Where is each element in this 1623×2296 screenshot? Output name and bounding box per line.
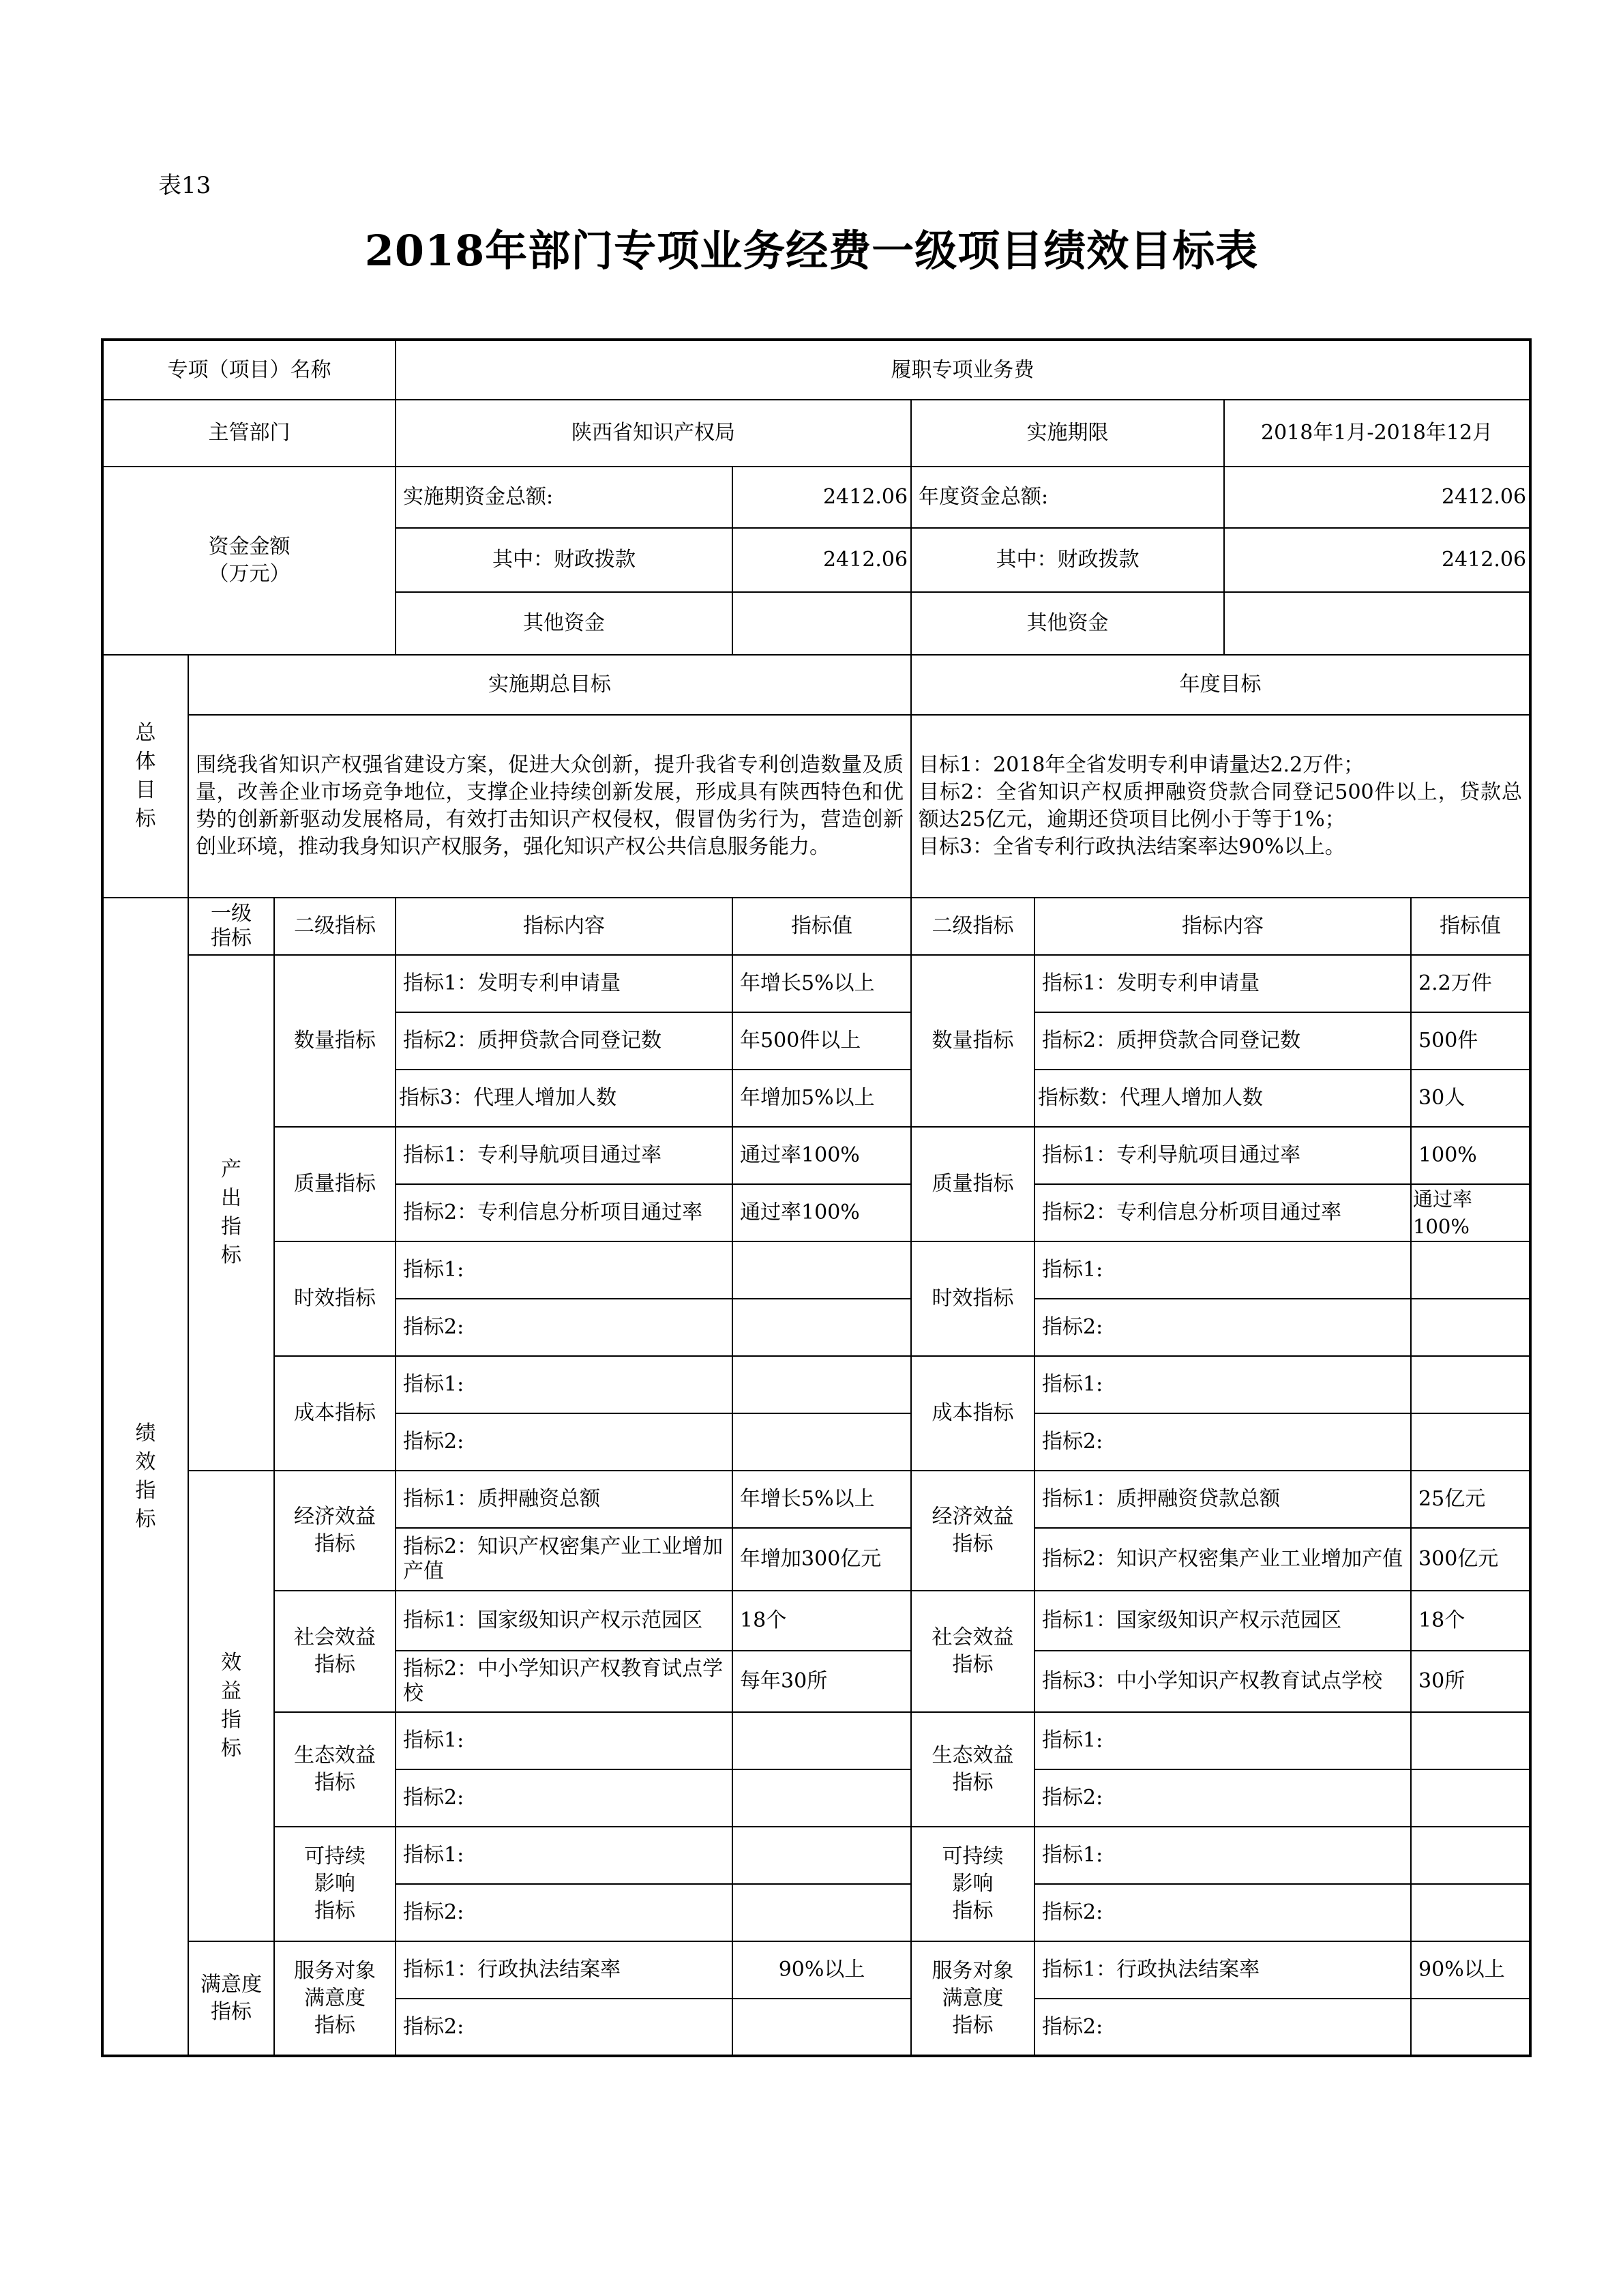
impl-fiscal-label: 其中：财政拨款 [396,528,732,592]
impl-fiscal-value: 2412.06 [732,528,911,592]
indicator-value-right [1411,1827,1530,1884]
goals-header-row [102,655,1530,715]
impl-total-value: 2412.06 [732,467,911,528]
indicator-content-left: 指标2: [396,1884,732,1941]
indicator-content-right: 指标1：发明专利申请量 [1034,955,1411,1012]
project-name-row [102,340,1530,400]
indicator-row [102,1591,1530,1651]
quantity-category-right: 数量指标 [911,955,1034,1127]
indicator-value-left [732,1999,911,2056]
indicator-header-row [102,898,1530,955]
impl-other-value [732,592,911,655]
page-title: 2018年部门专项业务经费一级项目绩效目标表 [364,226,1259,276]
indicator-content-right: 指标2：知识产权密集产业工业增加产值 [1034,1528,1411,1591]
indicator-value-right: 25亿元 [1411,1471,1530,1528]
funds-total-row [102,467,1530,528]
project-name-label: 专项（项目）名称 [102,340,396,400]
level2-header-left: 二级指标 [274,898,396,955]
annual-other-label: 其他资金 [911,592,1224,655]
indicator-row [102,1241,1530,1299]
service-category-left: 服务对象 满意度 指标 [274,1941,396,2056]
funds-label: 资金金额 （万元） [102,467,396,655]
annual-goal-text: 目标1：2018年全省发明专利申请量达2.2万件； 目标2：全省知识产权质押融资贷款合同登记500件以上，贷款总额达25亿元，逾期还贷项目比例小于等于1%； 目标3：全省专利行政执法结案率达90%以上。 [911,715,1530,898]
indicator-value-right: 30人 [1411,1070,1530,1127]
indicator-value-left [732,1413,911,1471]
annual-total-label: 年度资金总额: [911,467,1224,528]
period-value: 2018年1月-2018年12月 [1224,400,1530,467]
impl-total-label: 实施期资金总额: [396,467,732,528]
service-category-right: 服务对象 满意度 指标 [911,1941,1034,2056]
indicator-content-right: 指标1：质押融资贷款总额 [1034,1471,1411,1528]
level2-header-right: 二级指标 [911,898,1034,955]
quality-category-right: 质量指标 [911,1127,1034,1241]
sustainable-category-left: 可持续 影响 指标 [274,1827,396,1941]
indicator-value-left: 年500件以上 [732,1012,911,1070]
impl-goal-text: 围绕我省知识产权强省建设方案，促进大众创新，提升我省专利创造数量及质量，改善企业市场竞争地位，支撑企业持续创新发展，形成具有陕西特色和优势的创新新驱动发展格局，有效打击知识产权侵权，假冒伪劣行为，营造创新创业环境，推动我身知识产权服务，强化知识产权公共信息服务能力。 [188,715,911,898]
indicator-value-right: 100% [1411,1127,1530,1184]
economic-category-left: 经济效益 指标 [274,1471,396,1591]
indicator-value-left: 18个 [732,1591,911,1651]
indicator-row [102,1827,1530,1884]
indicator-value-right: 18个 [1411,1591,1530,1651]
indicator-content-left: 指标2：知识产权密集产业工业增加产值 [396,1528,732,1591]
indicator-content-left: 指标1：专利导航项目通过率 [396,1127,732,1184]
sustainable-category-right: 可持续 影响 指标 [911,1827,1034,1941]
cost-category-right: 成本指标 [911,1356,1034,1471]
indicator-content-left: 指标2：专利信息分析项目通过率 [396,1184,732,1241]
indicator-value-left [732,1827,911,1884]
impl-other-label: 其他资金 [396,592,732,655]
performance-goal-table [101,338,1532,2057]
indicator-content-right: 指标1：行政执法结案率 [1034,1941,1411,1999]
indicator-content-right: 指标2: [1034,1299,1411,1356]
economic-category-right: 经济效益 指标 [911,1471,1034,1591]
indicator-value-left: 每年30所 [732,1651,911,1712]
indicator-content-left: 指标1: [396,1241,732,1299]
indicator-content-left: 指标2: [396,1413,732,1471]
indicator-value-right [1411,1356,1530,1413]
output-indicator-group: 产 出 指 标 [188,955,274,1471]
indicator-value-left: 年增加5%以上 [732,1070,911,1127]
indicator-content-right: 指标数：代理人增加人数 [1034,1070,1411,1127]
department-row [102,400,1530,467]
indicator-value-right: 90%以上 [1411,1941,1530,1999]
indicator-value-right [1411,1769,1530,1827]
content-header-left: 指标内容 [396,898,732,955]
quality-category-left: 质量指标 [274,1127,396,1241]
indicator-content-left: 指标1: [396,1712,732,1769]
indicator-value-right: 2.2万件 [1411,955,1530,1012]
timeliness-category-left: 时效指标 [274,1241,396,1356]
indicator-value-right [1411,1299,1530,1356]
indicator-value-right: 通过率100% [1411,1184,1530,1241]
indicator-row [102,1127,1530,1184]
annual-other-value [1224,592,1530,655]
department-value: 陕西省知识产权局 [396,400,911,467]
indicator-row [102,955,1530,1012]
social-category-left: 社会效益 指标 [274,1591,396,1712]
indicator-value-left [732,1712,911,1769]
indicator-content-left: 指标1：行政执法结案率 [396,1941,732,1999]
indicator-value-left [732,1299,911,1356]
indicator-content-left: 指标1: [396,1356,732,1413]
indicator-content-left: 指标1：发明专利申请量 [396,955,732,1012]
indicator-content-left: 指标2：中小学知识产权教育试点学校 [396,1651,732,1712]
table-number-label: 表13 [158,172,211,199]
indicator-content-left: 指标2: [396,1999,732,2056]
ecological-category-left: 生态效益 指标 [274,1712,396,1827]
indicator-value-left [732,1884,911,1941]
indicator-content-right: 指标2: [1034,1884,1411,1941]
indicator-content-left: 指标1: [396,1827,732,1884]
indicator-content-right: 指标2: [1034,1769,1411,1827]
quantity-category-left: 数量指标 [274,955,396,1127]
benefit-indicator-group: 效 益 指 标 [188,1471,274,1941]
timeliness-category-right: 时效指标 [911,1241,1034,1356]
indicator-value-right [1411,1413,1530,1471]
level1-header: 一级 指标 [188,898,274,955]
indicator-content-right: 指标1: [1034,1356,1411,1413]
indicator-content-left: 指标2: [396,1769,732,1827]
indicator-value-right [1411,1712,1530,1769]
indicator-content-left: 指标2：质押贷款合同登记数 [396,1012,732,1070]
indicator-row [102,1941,1530,1999]
indicator-content-right: 指标1: [1034,1827,1411,1884]
ecological-category-right: 生态效益 指标 [911,1712,1034,1827]
cost-category-left: 成本指标 [274,1356,396,1471]
indicator-value-right: 500件 [1411,1012,1530,1070]
indicator-value-left: 年增加300亿元 [732,1528,911,1591]
annual-total-value: 2412.06 [1224,467,1530,528]
indicator-content-left: 指标1：国家级知识产权示范园区 [396,1591,732,1651]
value-header-left: 指标值 [732,898,911,955]
indicator-content-right: 指标1: [1034,1241,1411,1299]
indicator-content-right: 指标3：中小学知识产权教育试点学校 [1034,1651,1411,1712]
indicator-value-left: 年增长5%以上 [732,1471,911,1528]
indicator-content-right: 指标1：专利导航项目通过率 [1034,1127,1411,1184]
indicator-content-left: 指标1：质押融资总额 [396,1471,732,1528]
indicator-value-left: 90%以上 [732,1941,911,1999]
satisfaction-indicator-group: 满意度 指标 [188,1941,274,2056]
indicator-value-right [1411,1999,1530,2056]
indicator-value-right: 30所 [1411,1651,1530,1712]
indicator-value-left [732,1769,911,1827]
indicator-content-left: 指标3：代理人增加人数 [396,1070,732,1127]
project-name-value: 履职专项业务费 [396,340,1530,400]
indicator-row [102,1712,1530,1769]
indicator-value-left: 年增长5%以上 [732,955,911,1012]
indicator-content-right: 指标1: [1034,1712,1411,1769]
indicator-row [102,1356,1530,1413]
content-header-right: 指标内容 [1034,898,1411,955]
indicator-value-left: 通过率100% [732,1127,911,1184]
period-label: 实施期限 [911,400,1224,467]
indicator-content-right: 指标1：国家级知识产权示范园区 [1034,1591,1411,1651]
annual-fiscal-label: 其中：财政拨款 [911,528,1224,592]
indicator-content-right: 指标2：专利信息分析项目通过率 [1034,1184,1411,1241]
indicator-value-right [1411,1241,1530,1299]
department-label: 主管部门 [102,400,396,467]
indicator-content-right: 指标2: [1034,1999,1411,2056]
indicator-content-left: 指标2: [396,1299,732,1356]
indicator-value-right: 300亿元 [1411,1528,1530,1591]
goals-text-row [102,715,1530,898]
indicator-value-left [732,1241,911,1299]
indicator-value-right [1411,1884,1530,1941]
annual-goal-header: 年度目标 [911,655,1530,715]
indicator-content-right: 指标2: [1034,1413,1411,1471]
annual-fiscal-value: 2412.06 [1224,528,1530,592]
indicator-value-left [732,1356,911,1413]
performance-indicator-label: 绩 效 指 标 [102,898,188,2056]
social-category-right: 社会效益 指标 [911,1591,1034,1712]
value-header-right: 指标值 [1411,898,1530,955]
overall-goal-label: 总 体 目 标 [102,655,188,898]
indicator-content-right: 指标2：质押贷款合同登记数 [1034,1012,1411,1070]
indicator-value-left: 通过率100% [732,1184,911,1241]
indicator-row [102,1471,1530,1528]
impl-goal-header: 实施期总目标 [188,655,911,715]
